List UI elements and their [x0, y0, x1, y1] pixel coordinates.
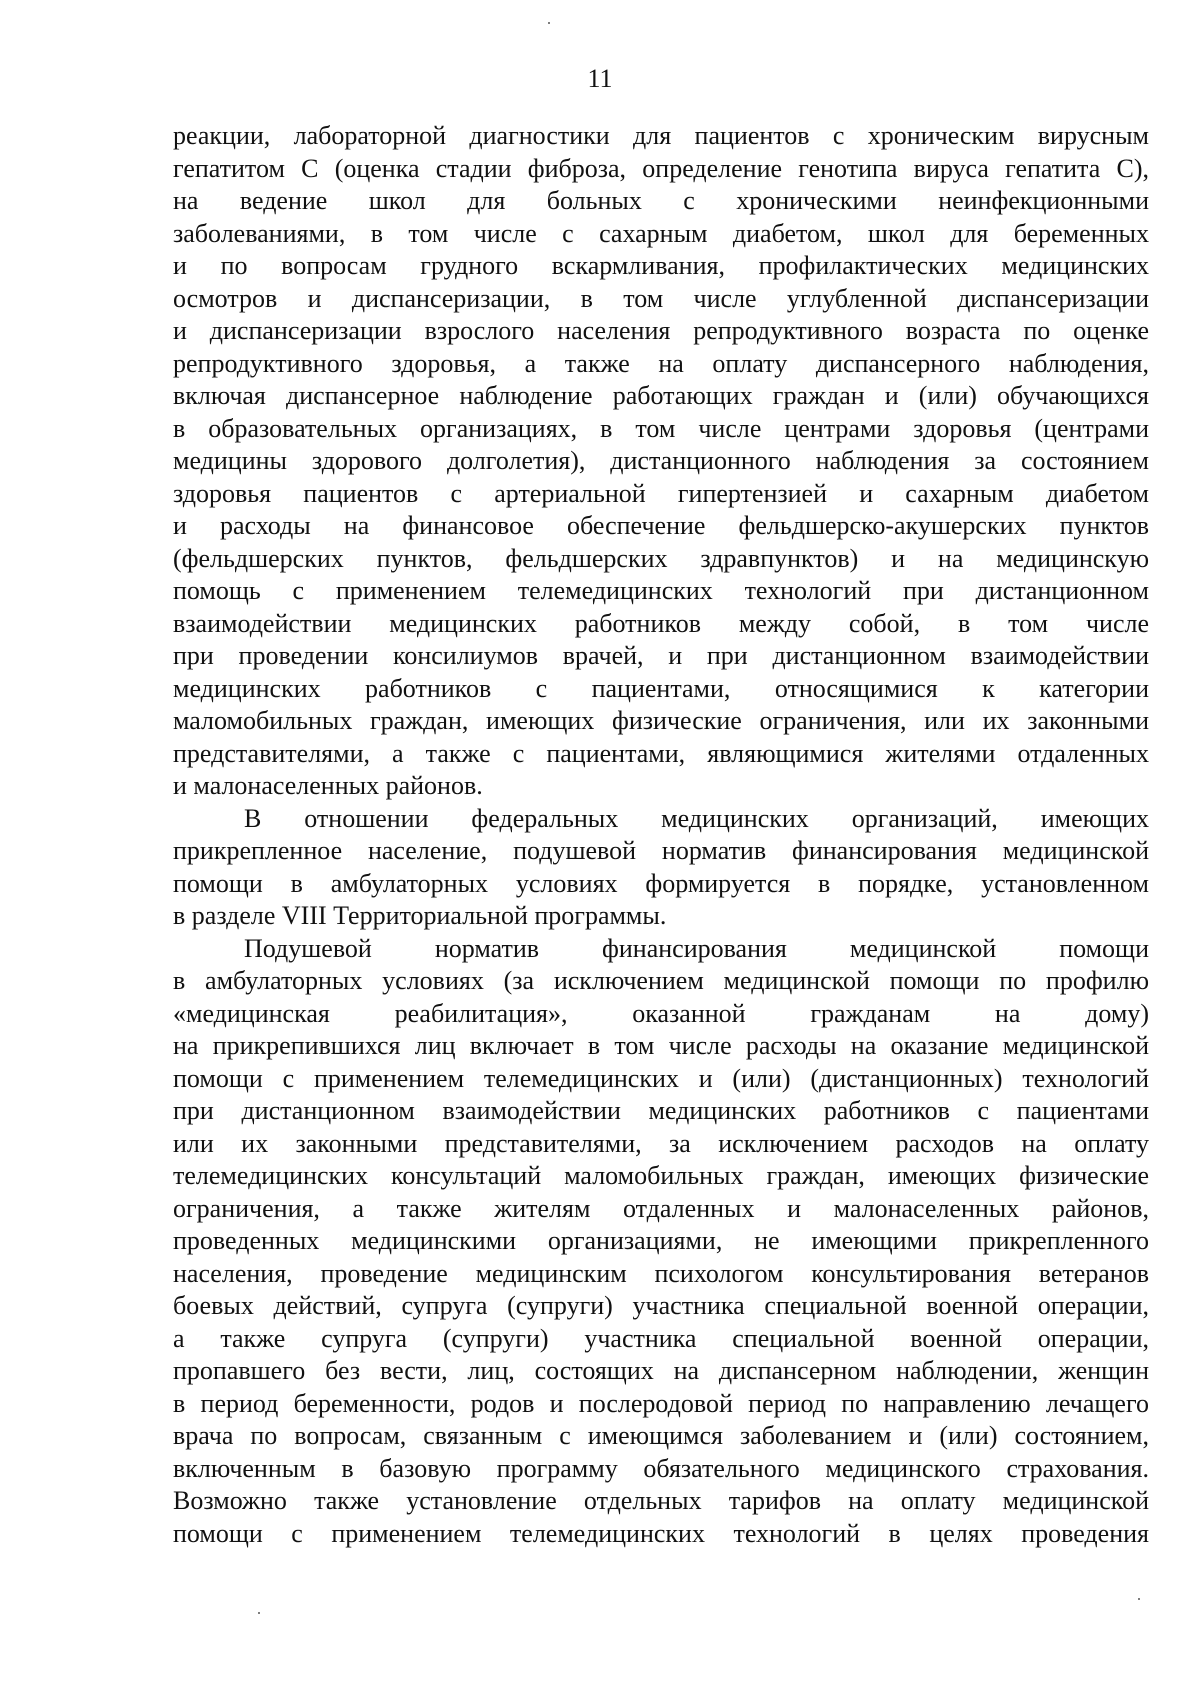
text-line: помощи в амбулаторных условиях формируется в порядке, установленном: [173, 868, 1149, 898]
text-line: в образовательных организациях, в том числе центрами здоровья (центрами: [173, 413, 1149, 443]
text-line: в амбулаторных условиях (за исключением медицинской помощи по профилю: [173, 966, 1149, 995]
text-line: на прикрепившихся лиц включает в том числе расходы на оказание медицинской: [173, 1031, 1149, 1060]
text-line: или их законными представителями, за исключением расходов на оплату: [173, 1128, 1149, 1158]
text-line: гепатитом С (оценка стадии фиброза, определение генотипа вируса гепатита С),: [173, 153, 1149, 183]
text-line: маломобильных граждан, имеющих физические ограничения, или их законными: [173, 706, 1149, 735]
text-line: боевых действий, супруга (супруги) участника специальной военной операции,: [173, 1291, 1149, 1320]
text-line: в разделе VIII Территориальной программы.: [173, 901, 667, 930]
text-line: населения, проведение медицинским психологом консультирования ветеранов: [173, 1258, 1149, 1288]
text-line: медицины здорового долголетия), дистанционного наблюдения за состоянием: [173, 446, 1149, 475]
text-line: пропавшего без вести, лиц, состоящих на диспансерном наблюдении, женщин: [173, 1356, 1149, 1385]
text-line: заболеваниями, в том числе с сахарным диабетом, школ для беременных: [173, 218, 1149, 248]
text-line: и диспансеризации взрослого населения репродуктивного возраста по оценке: [173, 316, 1149, 345]
paragraph-first-line: В отношении федеральных медицинских организаций, имеющих: [244, 803, 1149, 833]
paragraph-first-line: Подушевой норматив финансирования медицинской помощи: [244, 933, 1149, 963]
text-line: осмотров и диспансеризации, в том числе углубленной диспансеризации: [173, 283, 1149, 313]
text-line: репродуктивного здоровья, а также на оплату диспансерного наблюдения,: [173, 348, 1149, 378]
text-line: в период беременности, родов и послеродовой период по направлению лечащего: [173, 1388, 1149, 1418]
text-line: помощь с применением телемедицинских технологий при дистанционном: [173, 576, 1149, 605]
text-line: взаимодействии медицинских работников между собой, в том числе: [173, 608, 1149, 638]
text-line: Возможно также установление отдельных тарифов на оплату медицинской: [173, 1486, 1149, 1515]
text-line: медицинских работников с пациентами, относящимися к категории: [173, 673, 1149, 703]
page-number: 11: [587, 64, 613, 93]
text-line: и расходы на финансовое обеспечение фельдшерско-акушерских пунктов: [173, 511, 1149, 540]
text-line: телемедицинских консультаций маломобильных граждан, имеющих физические: [173, 1161, 1149, 1190]
text-line: на ведение школ для больных с хроническими неинфекционными: [173, 186, 1149, 215]
text-line: (фельдшерских пунктов, фельдшерских здравпунктов) и на медицинскую: [173, 543, 1149, 573]
text-line: и малонаселенных районов.: [173, 771, 483, 800]
text-line: при проведении консилиумов врачей, и при дистанционном взаимодействии: [173, 641, 1149, 670]
text-line: прикрепленное население, подушевой норматив финансирования медицинской: [173, 836, 1149, 865]
text-line: включая диспансерное наблюдение работающих граждан и (или) обучающихся: [173, 381, 1149, 410]
scan-speck: [548, 22, 550, 24]
text-line: помощи с применением телемедицинских технологий в целях проведения: [173, 1518, 1149, 1548]
text-line: ограничения, а также жителям отдаленных и малонаселенных районов,: [173, 1193, 1149, 1223]
body-text: [173, 120, 1149, 1550]
text-line: проведенных медицинскими организациями, не имеющими прикрепленного: [173, 1226, 1149, 1255]
scan-speck: [1138, 1598, 1140, 1600]
text-line: при дистанционном взаимодействии медицинских работников с пациентами: [173, 1096, 1149, 1125]
text-line: «медицинская реабилитация», оказанной гражданам на дому): [173, 998, 1149, 1028]
text-line: и по вопросам грудного вскармливания, профилактических медицинских: [173, 251, 1149, 280]
text-line: а также супруга (супруги) участника специальной военной операции,: [173, 1323, 1149, 1353]
text-line: включенным в базовую программу обязательного медицинского страхования.: [173, 1453, 1149, 1483]
text-line: представителями, а также с пациентами, являющимися жителями отдаленных: [173, 738, 1149, 768]
text-line: помощи с применением телемедицинских и (или) (дистанционных) технологий: [173, 1063, 1149, 1093]
text-line: здоровья пациентов с артериальной гипертензией и сахарным диабетом: [173, 478, 1149, 508]
text-line: реакции, лабораторной диагностики для пациентов с хроническим вирусным: [173, 121, 1149, 150]
scan-speck: [258, 1612, 260, 1614]
text-line: врача по вопросам, связанным с имеющимся заболеванием и (или) состоянием,: [173, 1421, 1149, 1450]
